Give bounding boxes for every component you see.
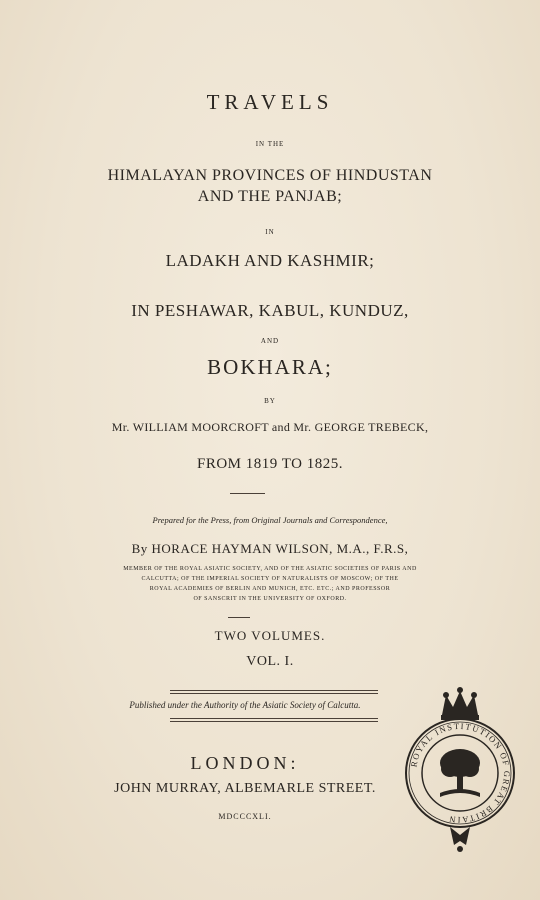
publisher: JOHN MURRAY, ALBEMARLE STREET. (114, 781, 376, 796)
subtitle-line-2: AND THE PANJAB; (197, 188, 343, 205)
editor-line: By HORACE HAYMAN WILSON, M.A., F.R.S, (131, 541, 409, 556)
connector-in: IN (265, 228, 275, 236)
editor-credentials-line: CALCUTTA; OF THE IMPERIAL SOCIETY OF NATURALISTS OF MOSCOW; OF THE (141, 576, 399, 582)
subtitle-line-5: BOKHARA; (207, 355, 333, 379)
authors: Mr. WILLIAM MOORCROFT and Mr. GEORGE TREBECK, (111, 420, 429, 434)
publication-authority: Published under the Authority of the Asiatic Society of Calcutta. (129, 700, 361, 710)
stamp-ring-text: ROYAL INSTITUTION OF GREAT BRITAIN (408, 720, 513, 826)
connector-by: BY (264, 397, 276, 405)
subtitle-line-3: LADAKH AND KASHMIR; (165, 251, 375, 270)
editor-credentials-line: ROYAL ACADEMIES OF BERLIN AND MUNICH, ETC. ETC.; AND PROFESSOR (149, 586, 391, 592)
connector-and: AND (260, 337, 280, 345)
double-rule-bottom (170, 718, 378, 719)
double-rule-bottom (170, 721, 378, 722)
editor-credentials-line: MEMBER OF THE ROYAL ASIATIC SOCIETY, AND OF THE ASIATIC SOCIETIES OF PARIS AND (123, 566, 417, 572)
publication-year: MDCCCXLI. (218, 812, 272, 821)
publication-city: LONDON: (190, 753, 300, 773)
editor-credentials-line: OF SANSCRIT IN THE UNIVERSITY OF OXFORD. (193, 596, 347, 602)
subtitle-line-4: IN PESHAWAR, KABUL, KUNDUZ, (131, 301, 409, 320)
double-rule-top (170, 693, 378, 694)
subtitle-line-1: HIMALAYAN PROVINCES OF HINDUSTAN (107, 167, 433, 184)
volume-number: VOL. I. (246, 654, 294, 669)
prepared-note: Prepared for the Press, from Original Journals and Correspondence, (152, 515, 388, 525)
double-rule-top (170, 690, 378, 691)
divider-rule (230, 493, 265, 494)
date-range: FROM 1819 TO 1825. (197, 456, 343, 472)
volumes-count: TWO VOLUMES. (214, 628, 326, 643)
royal-institution-stamp (400, 685, 520, 855)
crest-icon (400, 685, 520, 855)
divider-rule (228, 617, 250, 618)
book-title: TRAVELS (206, 90, 334, 114)
connector-in-the: IN THE (255, 140, 285, 148)
